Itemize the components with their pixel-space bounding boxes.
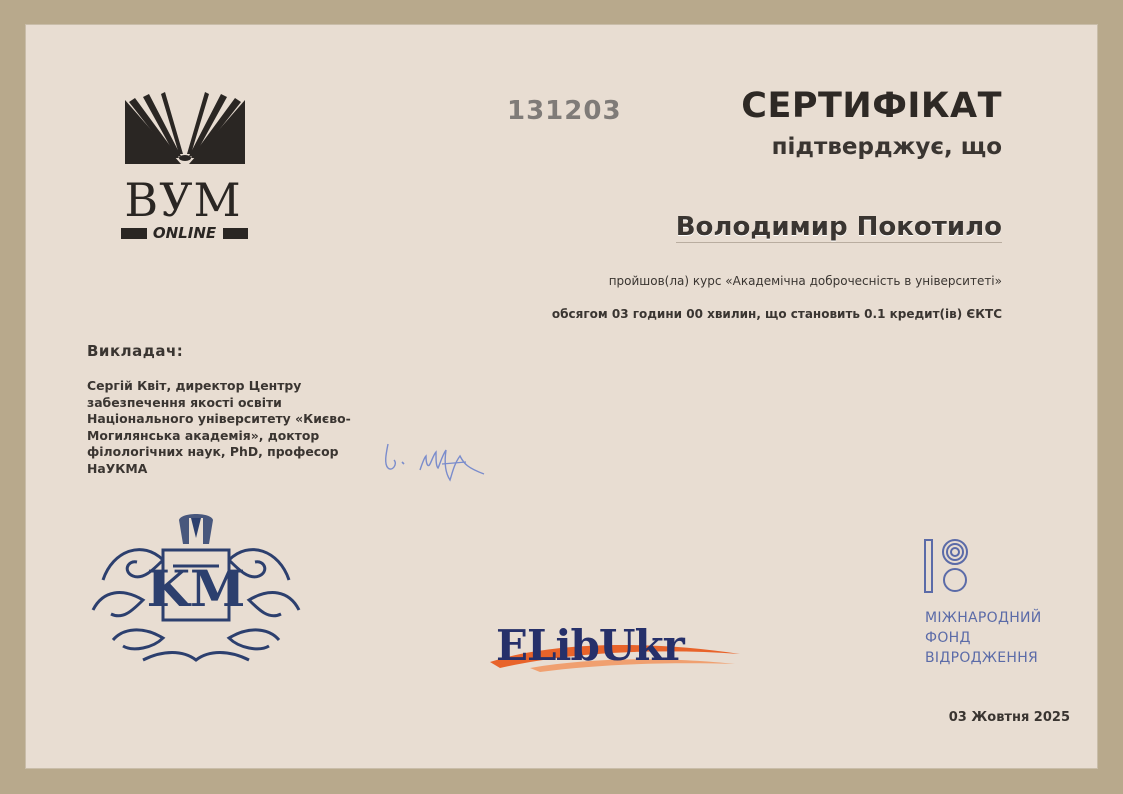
elibukr-logo-icon: [490, 614, 740, 674]
certificate-title: СЕРТИФІКАТ: [741, 86, 1002, 126]
signature-icon: [380, 434, 490, 494]
course-description: пройшов(ла) курс «Академічна доброчесність в університеті»: [608, 274, 1002, 288]
issue-date: 03 Жовтня 2025: [948, 710, 1070, 725]
vum-logo-title: ВУМ: [124, 173, 242, 227]
irf-line-2: ФОНД: [925, 630, 971, 646]
course-volume: обсягом 03 години 00 хвилин, що становить 0.1 кредит(ів) ЄКТС: [551, 307, 1002, 321]
irf-circles-logo-icon: [923, 536, 971, 598]
elibukr-text: ELibUkr: [496, 621, 684, 670]
svg-text:KM: KM: [146, 559, 246, 618]
kma-emblem-icon: [83, 510, 309, 672]
vum-logo-subtitle: ONLINE: [152, 224, 217, 242]
teacher-description: Сергій Квіт, директор Центру забезпечення якості освіти Національного університету «Києво-Могилянська академія», доктор філологічних наук, PhD, професор НаУКМА: [87, 378, 351, 476]
irf-line-3: ВІДРОДЖЕННЯ: [925, 650, 1039, 666]
recipient-name: Володимир Покотило: [675, 212, 1002, 242]
certificate-subtitle: підтверджує, що: [771, 134, 1002, 160]
irf-logo-text: [925, 608, 1042, 668]
certificate: [25, 24, 1098, 769]
teacher-heading: Викладач:: [87, 342, 184, 360]
certificate-number: 131203: [507, 96, 622, 126]
irf-line-1: МІЖНАРОДНИЙ: [925, 610, 1042, 626]
